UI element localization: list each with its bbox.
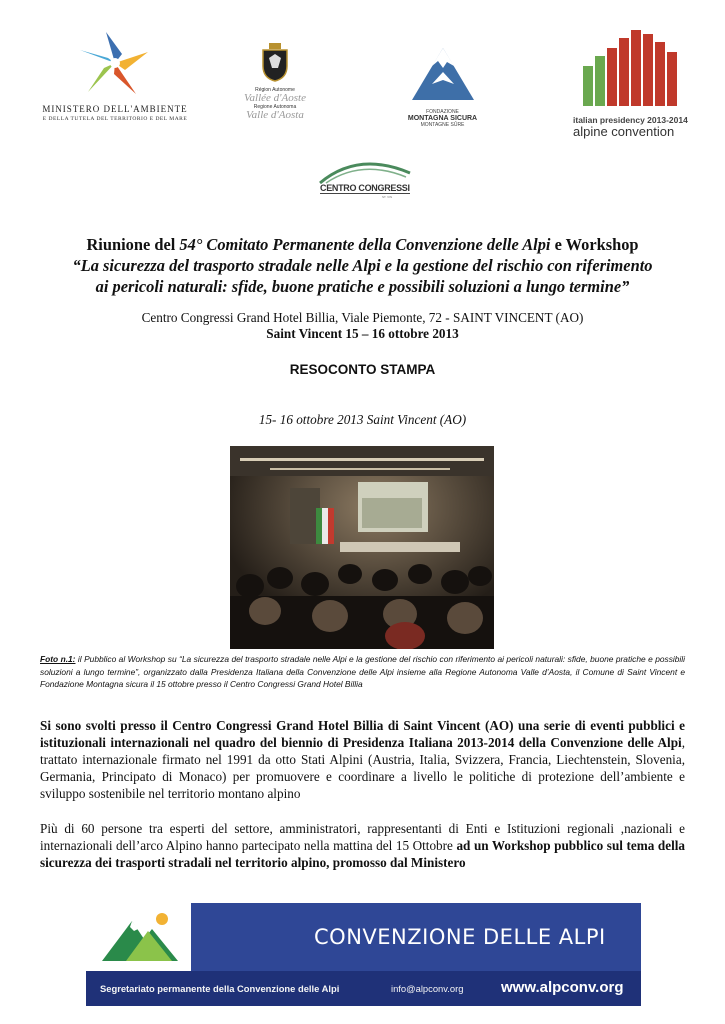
workshop-photo (230, 446, 494, 649)
regione-line3: Regione Autonoma (253, 104, 297, 110)
alpine-presidency: italian presidency 2013-2014 (573, 115, 688, 125)
ministero-name: MINISTERO DELL'AMBIENTE (42, 104, 188, 114)
venue-dates: Saint Vincent 15 – 16 ottobre 2013 (266, 326, 459, 341)
paragraph-2-bold: ad un Workshop pubblico sul tema della sicurezza dei trasporti stradali nel territorio alpino, promosso dal Ministero (40, 838, 685, 870)
caption-text: il Pubblico al Workshop su “La sicurezza del trasporto stradale nelle Alpi e la gestione del rischio con riferimento ai pericoli naturali: sfide, buone pratiche e possibili soluzioni a lungo termine”, organizzato dalla Presidenza Italiana della Convenzione delle Alpi insieme alla Regione Autonoma Valle d’Aosta, il Comune di Saint Vincent e Fondazione Montagna sicura il 15 ottobre presso il Centro Congressi Grand Hotel Billia (40, 654, 685, 689)
section-title: RESOCONTO STAMPA (289, 362, 436, 377)
ministero-subtitle: E DELLA TUTELA DEL TERRITORIO E DEL MARE (42, 116, 188, 122)
montagna-line3: MONTAGNE SÛRE (420, 122, 465, 128)
caption-label: Foto n.1: (40, 654, 76, 664)
montagna-line2: MONTAGNA SICURA (407, 115, 478, 122)
valle-aosta-logo (235, 42, 315, 137)
logo-row (40, 28, 690, 138)
alpine-convention-logo (573, 28, 693, 139)
banner-email-link[interactable]: info@alpconv.org (391, 983, 464, 994)
regione-line4: Valle d'Aosta (246, 109, 304, 121)
regione-crest-icon (260, 42, 290, 82)
banner-logo-box (86, 903, 191, 971)
paragraph-1-rest: , trattato internazionale firmato nel 1991 da otto Stati Alpini (Austria, Italia, Svizzera, Francia, Liechtenstein, Slovenia, Germania, Principato di Monaco) per promuovere e coordinare a livello le politiche di protezione dell’ambiente e sviluppo sostenibile nel territorio montano alpino (40, 735, 685, 801)
montagna-line1: FONDAZIONE (426, 109, 459, 115)
alpine-convention-mark-icon (577, 28, 689, 108)
headline-line2: “La sicurezza del trasporto stradale nelle Alpi e la gestione del rischio con riferimento (72, 256, 653, 275)
montagna-sicura-logo (395, 44, 490, 139)
headline (40, 234, 685, 297)
banner-title: CONVENZIONE DELLE ALPI (314, 925, 606, 949)
venue-block (40, 310, 685, 342)
alpconv-banner (86, 903, 641, 1006)
headline-line1: Riunione del 54° Comitato Permanente della Convenzione delle Alpi e Workshop (86, 235, 639, 254)
headline-line3: ai pericoli naturali: sfide, buone pratiche e possibili soluzioni a lungo termine” (95, 277, 630, 296)
banner-website-link[interactable]: www.alpconv.org (501, 979, 624, 996)
banner-secretariat: Segretariato permanente della Convenzione delle Alpi (100, 983, 340, 994)
centro-congressi-swoosh-icon (318, 157, 412, 185)
paragraph-2-normal: Più di 60 persone tra esperti del settore, amministratori, rappresentanti di Enti e Istituzioni regionali ,nazionali e internazionali dell’arco Alpino hanno partecipato nella mattina del 15 Ottobre (40, 821, 685, 853)
workshop-photo-image (230, 446, 494, 649)
venue-address: Centro Congressi Grand Hotel Billia, Viale Piemonte, 72 - SAINT VINCENT (AO) (141, 310, 584, 325)
centro-congressi-logo (318, 157, 412, 203)
centro-congressi-label: CENTRO CONGRESSI (320, 183, 410, 193)
ministero-ambiente-logo (40, 28, 190, 138)
paragraph-1 (40, 717, 685, 802)
mountain-icon (408, 44, 478, 102)
paragraph-2 (40, 820, 685, 871)
regione-line1: Région Autonome (255, 87, 295, 93)
regione-line2: Vallée d'Aoste (244, 92, 306, 104)
centro-congressi-sub: ST. VIN (382, 195, 393, 199)
alpconv-logo-icon (86, 903, 191, 971)
paragraph-1-bold: Si sono svolti presso il Centro Congressi Grand Hotel Billia di Saint Vincent (AO) una serie di eventi pubblici e istituzionali internazionali nel quadro del biennio di Presidenza Italiana 2013-2014 della Convenzione delle Alpi (40, 718, 685, 750)
photo-caption (40, 653, 685, 691)
alpine-convention-label: alpine convention (573, 124, 675, 139)
ministero-star-icon (70, 28, 160, 98)
dateline: 15- 16 ottobre 2013 Saint Vincent (AO) (258, 412, 467, 427)
